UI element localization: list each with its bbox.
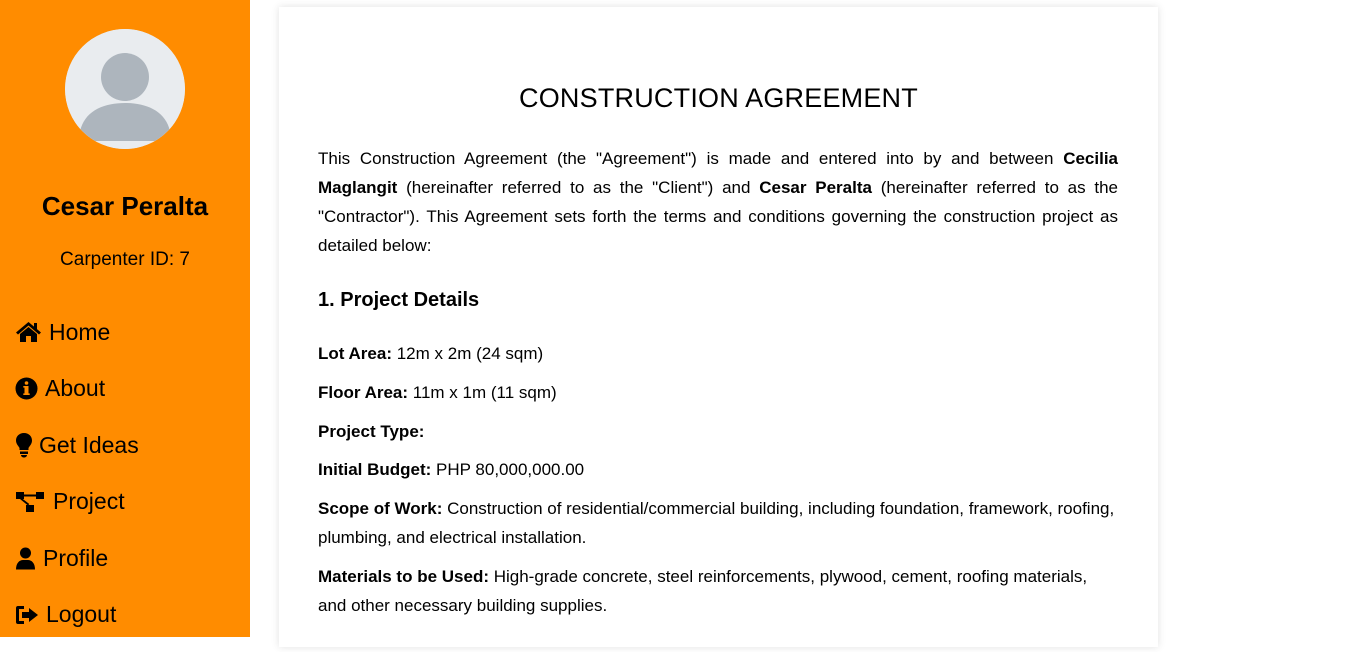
carpenter-id: Carpenter ID: 7 [60, 249, 190, 270]
sidebar-item-label: Project [53, 488, 125, 514]
client-name: Cecilia Maglangit [318, 149, 1118, 197]
detail-materials [318, 562, 1118, 620]
detail-label: Scope of Work: [318, 499, 443, 518]
project-diagram-icon [15, 489, 45, 515]
avatar[interactable] [65, 29, 185, 149]
agreement-body [318, 144, 1118, 620]
detail-value: Construction of residential/commercial building, including foundation, framework, roofing, plumbing, and electrical installation. [318, 499, 1115, 547]
agreement-card [279, 7, 1158, 647]
detail-value: PHP 80,000,000.00 [431, 460, 585, 479]
sidebar-item-label: Logout [46, 601, 117, 627]
detail-floor-area [318, 378, 1118, 407]
lightbulb-icon [15, 432, 33, 458]
detail-label: Project Type: [318, 422, 425, 441]
intro-paragraph [318, 144, 1118, 260]
sidebar-item-project[interactable] [15, 483, 139, 521]
intro-text: (hereinafter referred to as the "Client") and [397, 178, 760, 197]
sidebar-nav [15, 313, 139, 652]
detail-project-type [318, 417, 1118, 446]
contractor-name: Cesar Peralta [759, 178, 872, 197]
sidebar-item-label: About [45, 375, 106, 401]
sidebar-item-logout[interactable] [15, 596, 139, 634]
detail-label: Materials to be Used: [318, 567, 489, 586]
info-circle-icon [15, 376, 38, 402]
home-icon [15, 319, 42, 345]
page-title: CONSTRUCTION AGREEMENT [519, 83, 918, 113]
intro-text: This Construction Agreement (the "Agreement") is made and entered into by and between [318, 149, 1064, 168]
section-heading-project-details: 1. Project Details [318, 289, 480, 311]
user-icon [15, 545, 36, 571]
intro-text: (hereinafter referred to as the "Contractor"). This Agreement sets forth the terms and conditions governing the construction project as detailed below: [318, 178, 1119, 255]
sign-out-icon [15, 602, 39, 628]
detail-initial-budget [318, 455, 1118, 484]
sidebar-item-get-ideas[interactable] [15, 426, 139, 464]
detail-scope-of-work [318, 494, 1118, 552]
detail-label: Initial Budget: [318, 460, 432, 479]
sidebar-item-label: Home [49, 318, 111, 345]
sidebar-item-label: Get Ideas [39, 431, 139, 458]
detail-label: Floor Area: [318, 383, 409, 402]
user-name: Cesar Peralta [41, 191, 209, 221]
sidebar-item-home[interactable] [15, 313, 139, 351]
sidebar-item-about[interactable] [15, 370, 139, 408]
detail-value: 12m x 2m (24 sqm) [392, 344, 544, 363]
detail-label: Lot Area: [318, 344, 392, 363]
detail-value: High-grade concrete, steel reinforcements, plywood, cement, roofing materials, and other necessary building supplies. [318, 567, 1088, 615]
detail-value: 11m x 1m (11 sqm) [408, 383, 557, 402]
sidebar-item-profile[interactable] [15, 539, 139, 577]
sidebar-item-label: Profile [43, 544, 109, 571]
sidebar [0, 0, 250, 637]
detail-lot-area [318, 339, 1118, 368]
user-avatar-icon [65, 29, 185, 149]
